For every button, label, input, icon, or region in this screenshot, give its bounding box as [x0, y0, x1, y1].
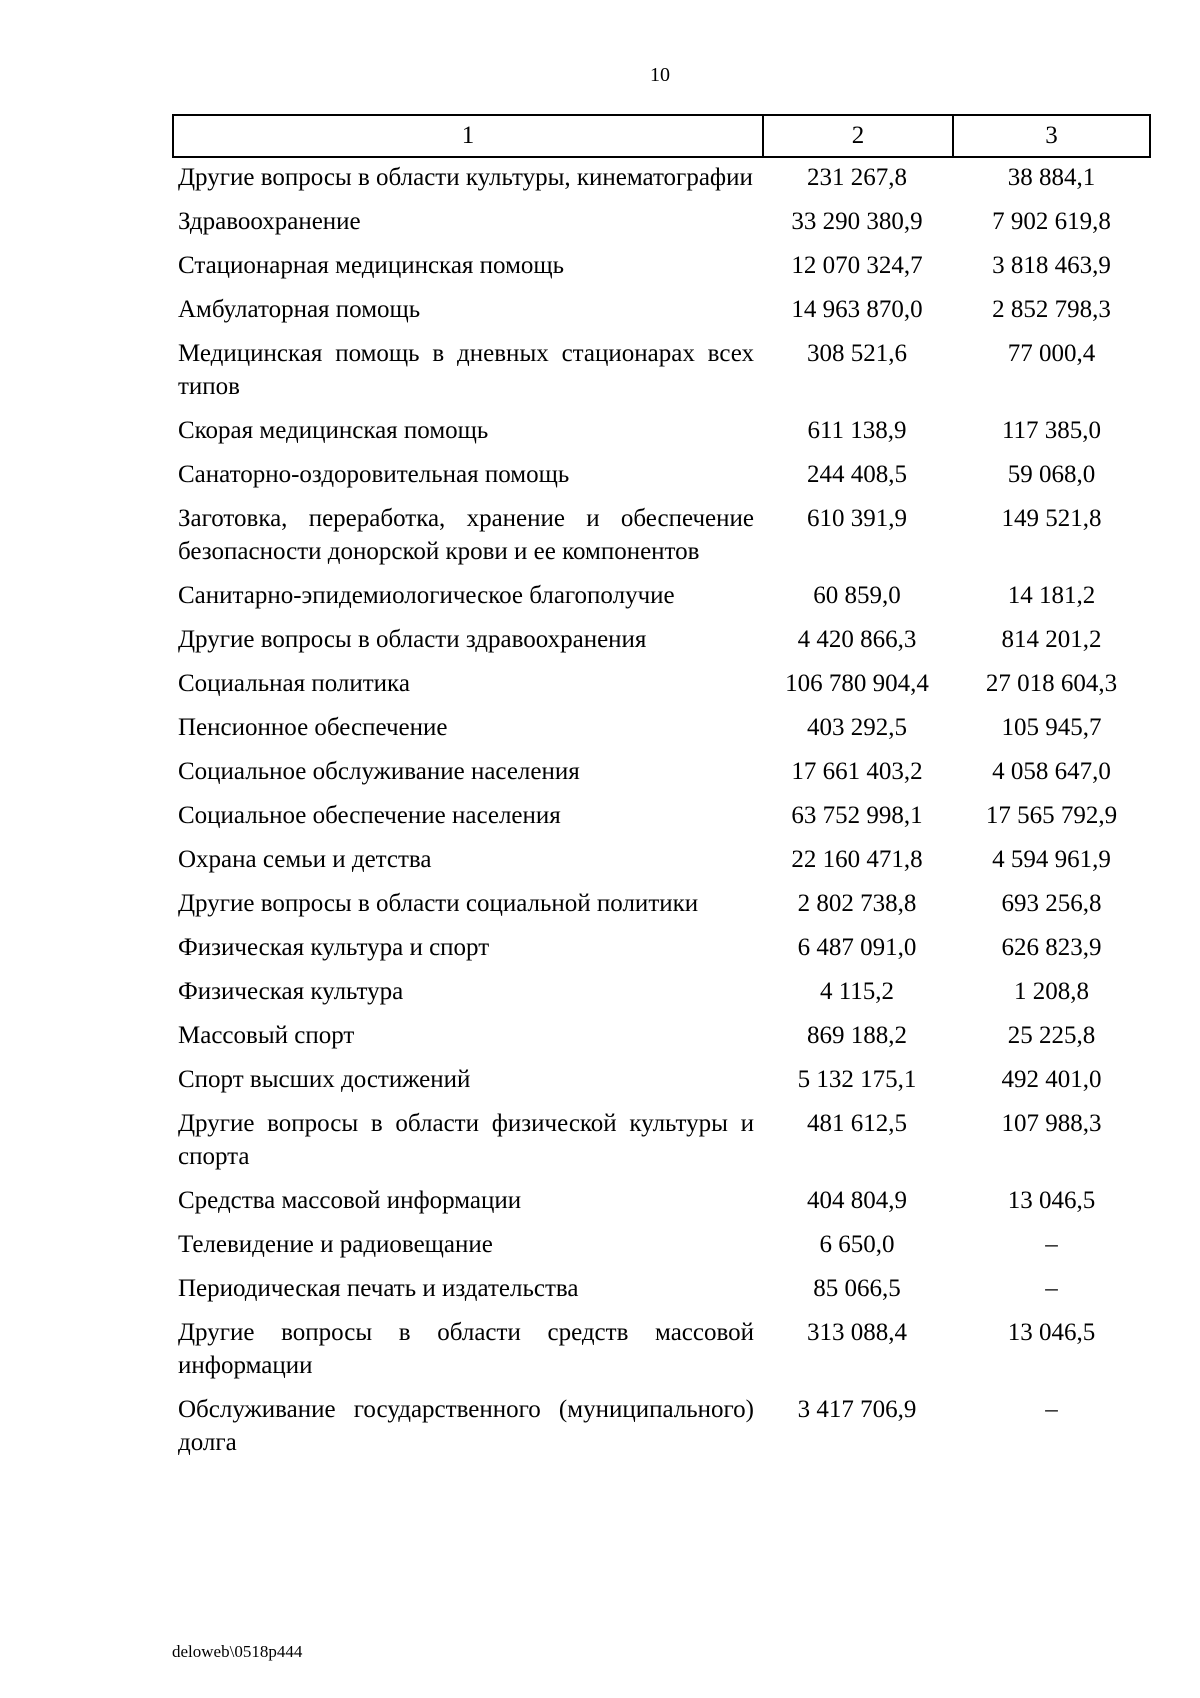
table-row [172, 1390, 1151, 1467]
row-value-col2: 4 115,2 [819, 978, 895, 1005]
table-row [172, 708, 1151, 752]
row-label: Охрана семьи и детства [178, 846, 432, 873]
row-label: Социальное обслуживание населения [178, 758, 580, 785]
row-label: Санаторно-оздоровительная помощь [178, 461, 570, 488]
row-label: Периодическая печать и издательства [178, 1275, 579, 1302]
row-value-col3: 38 884,1 [1007, 164, 1096, 191]
row-label: Медицинская помощь в дневных стационарах всех типов [178, 340, 754, 400]
row-value-col2: 6 650,0 [819, 1231, 895, 1258]
row-value-col2: 869 188,2 [807, 1022, 907, 1049]
row-value-col3: – [1045, 1275, 1058, 1302]
row-label: Социальная политика [178, 670, 410, 697]
row-label: Пенсионное обеспечение [178, 714, 448, 741]
row-value-col2: 106 780 904,4 [785, 670, 929, 697]
row-value-col3: 13 046,5 [1007, 1187, 1096, 1214]
table-row [172, 158, 1151, 202]
table-row [172, 1060, 1151, 1104]
column-header-2: 2 [764, 116, 954, 156]
row-value-col3: 2 852 798,3 [992, 296, 1111, 323]
table-row [172, 972, 1151, 1016]
row-value-col3: 4 594 961,9 [992, 846, 1111, 873]
row-value-col3: 107 988,3 [1001, 1110, 1102, 1137]
row-value-col2: 610 391,9 [807, 505, 907, 532]
row-value-col2: 231 267,8 [807, 164, 907, 191]
document-code: deloweb\0518p444 [172, 1642, 303, 1661]
row-label: Физическая культура и спорт [178, 934, 490, 961]
row-label: Здравоохранение [178, 208, 361, 235]
row-value-col3: 693 256,8 [1001, 890, 1102, 917]
row-value-col3: 117 385,0 [1001, 417, 1102, 444]
table-row [172, 664, 1151, 708]
row-value-col2: 14 963 870,0 [791, 296, 923, 323]
row-value-col2: 33 290 380,9 [791, 208, 923, 235]
row-value-col3: 27 018 604,3 [985, 670, 1118, 697]
row-value-col2: 17 661 403,2 [791, 758, 923, 785]
row-value-col3: 1 208,8 [1014, 978, 1089, 1005]
row-value-col2: 404 804,9 [807, 1187, 907, 1214]
row-value-col3: – [1045, 1396, 1058, 1423]
column-header-1: 1 [174, 116, 764, 156]
row-value-col2: 2 802 738,8 [797, 890, 917, 917]
table-row [172, 1269, 1151, 1313]
row-value-col3: 814 201,2 [1001, 626, 1102, 653]
table-row [172, 1313, 1151, 1390]
row-value-col3: 149 521,8 [1001, 505, 1102, 532]
row-label: Санитарно-эпидемиологическое благополучие [178, 582, 675, 609]
row-label: Другие вопросы в области здравоохранения [178, 626, 647, 653]
row-value-col3: 59 068,0 [1007, 461, 1096, 488]
row-value-col3: 3 818 463,9 [992, 252, 1111, 279]
table-row [172, 752, 1151, 796]
row-value-col2: 481 612,5 [807, 1110, 907, 1137]
table-row [172, 202, 1151, 246]
row-value-col3: 17 565 792,9 [985, 802, 1118, 829]
row-value-col2: 308 521,6 [807, 340, 907, 367]
table-row [172, 499, 1151, 576]
row-value-col3: 492 401,0 [1001, 1066, 1102, 1093]
table-row [172, 576, 1151, 620]
row-value-col2: 4 420 866,3 [797, 626, 917, 653]
row-label: Другие вопросы в области физической культуры и спорта [178, 1110, 754, 1170]
row-value-col2: 244 408,5 [807, 461, 907, 488]
row-label: Заготовка, переработка, хранение и обеспечение безопасности донорской крови и ее компонентов [178, 505, 754, 565]
table-row [172, 796, 1151, 840]
table-header-row [172, 114, 1151, 158]
row-value-col2: 22 160 471,8 [791, 846, 923, 873]
row-value-col3: 13 046,5 [1007, 1319, 1096, 1346]
row-label: Обслуживание государственного (муниципального) долга [178, 1396, 754, 1456]
row-label: Массовый спорт [178, 1022, 355, 1049]
row-label: Амбулаторная помощь [178, 296, 421, 323]
row-label: Другие вопросы в области социальной политики [178, 890, 699, 917]
row-value-col3: 25 225,8 [1007, 1022, 1096, 1049]
row-value-col2: 5 132 175,1 [797, 1066, 917, 1093]
row-value-col3: 14 181,2 [1007, 582, 1096, 609]
table-row [172, 1104, 1151, 1181]
row-label: Социальное обеспечение населения [178, 802, 561, 829]
table-row [172, 884, 1151, 928]
row-label: Стационарная медицинская помощь [178, 252, 565, 279]
row-value-col3: – [1045, 1231, 1058, 1258]
row-value-col3: 4 058 647,0 [992, 758, 1111, 785]
row-value-col2: 60 859,0 [813, 582, 901, 609]
row-label: Спорт высших достижений [178, 1066, 471, 1093]
row-value-col2: 12 070 324,7 [791, 252, 923, 279]
row-value-col2: 63 752 998,1 [791, 802, 923, 829]
column-header-3: 3 [1045, 122, 1058, 149]
table-row [172, 334, 1151, 411]
row-value-col2: 3 417 706,9 [797, 1396, 917, 1423]
row-value-col3: 77 000,4 [1007, 340, 1096, 367]
table-row [172, 620, 1151, 664]
row-value-col2: 6 487 091,0 [797, 934, 917, 961]
row-label: Физическая культура [178, 978, 404, 1005]
row-label: Другие вопросы в области культуры, кинематографии [178, 164, 753, 191]
table-row [172, 1016, 1151, 1060]
table-row [172, 455, 1151, 499]
table-row [172, 246, 1151, 290]
row-label: Скорая медицинская помощь [178, 417, 489, 444]
row-label: Телевидение и радиовещание [178, 1231, 493, 1258]
table-row [172, 1181, 1151, 1225]
row-value-col3: 105 945,7 [1001, 714, 1102, 741]
row-value-col3: 626 823,9 [1001, 934, 1102, 961]
row-label: Средства массовой информации [178, 1187, 522, 1214]
page-number: 10 [650, 64, 670, 86]
table-row [172, 1225, 1151, 1269]
row-value-col3: 7 902 619,8 [992, 208, 1111, 235]
table-row [172, 928, 1151, 972]
table-row [172, 840, 1151, 884]
table-row [172, 290, 1151, 334]
row-value-col2: 313 088,4 [807, 1319, 907, 1346]
row-value-col2: 611 138,9 [807, 417, 907, 444]
budget-table-body [172, 158, 1151, 1467]
table-row [172, 411, 1151, 455]
row-value-col2: 403 292,5 [807, 714, 907, 741]
row-label: Другие вопросы в области средств массовой информации [178, 1319, 754, 1379]
row-value-col2: 85 066,5 [813, 1275, 901, 1302]
